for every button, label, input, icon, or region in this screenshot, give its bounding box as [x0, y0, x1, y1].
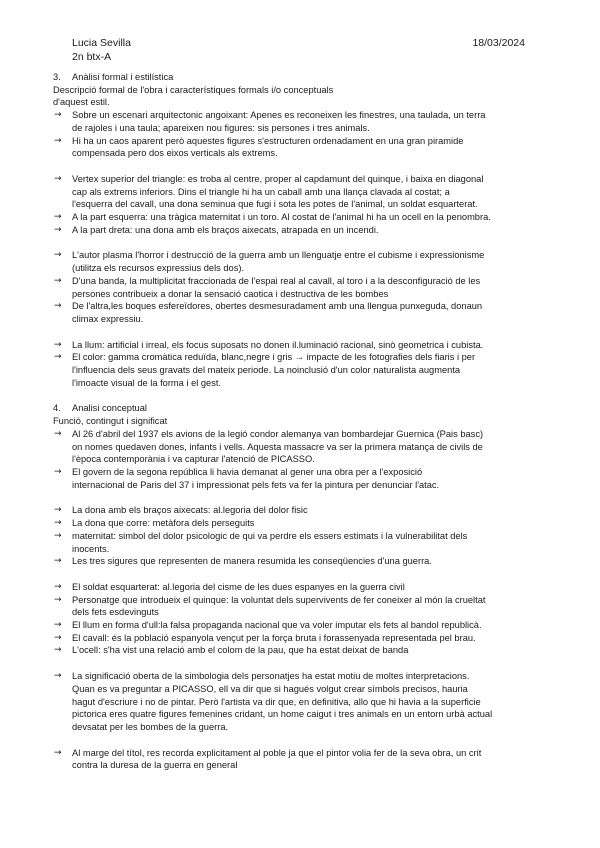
section-title [53, 402, 530, 415]
document-header [72, 36, 525, 64]
bullet-group [53, 249, 530, 325]
arrow-bullet-icon: → [54, 212, 62, 223]
bullet-text-line: Hi ha un caos aparent però aquestes figures s'estructuren ordenadament en una gran piramide [72, 135, 464, 146]
bullet-text-line: El govern de la segona república li havia demanat al gener una obra per a l'exposició [72, 466, 423, 477]
bullet-text-line: El cavall: és la població espanyola vençut per la força bruta i forassenyada representada pel brau. [72, 632, 476, 643]
bullet-item [53, 517, 530, 530]
arrow-bullet-icon: → [54, 620, 62, 631]
bullet-group [53, 428, 530, 492]
bullet-text-line: persones contribueix a donar la sensació caotica i destructiva de les bombes [72, 288, 389, 299]
arrow-bullet-icon: → [54, 594, 62, 605]
bullet-text-line: Sobre un escenari arquitectonic angoixant: Apenes es reconeixen les finestres, una taulada, un terra [72, 110, 486, 121]
bullet-text-line: El llum en forma d'ull:la falsa propaganda nacional que va voler imputar els fets al bandol republicà. [72, 620, 482, 631]
bullet-text-line: l'època contemporània i va capturar l'atenció de PICASSO. [72, 454, 315, 465]
bullet-group [53, 173, 530, 237]
arrow-bullet-icon: → [54, 428, 62, 439]
class-group: 2n btx-A [72, 51, 112, 63]
bullet-group [53, 504, 530, 568]
bullet-item [53, 224, 530, 237]
bullet-item [53, 466, 530, 491]
document-body [53, 71, 530, 772]
bullet-text-line: devsatat per les bombes de la guerra. [72, 721, 229, 732]
arrow-bullet-icon: → [54, 250, 62, 261]
section-number: 4. [53, 403, 61, 414]
section-subtitle-line: Funció, contingut i significat [53, 416, 168, 427]
section-subtitle-line: Descripció formal de l'obra i característiques formals i/o conceptuals [53, 84, 334, 95]
bullet-item [53, 211, 530, 224]
bullet-item [53, 747, 530, 772]
arrow-bullet-icon: → [54, 110, 62, 121]
bullet-text-line: El soldat esquarterat: al.legoria del cisme de les dues espanyes en la guerra civil [72, 581, 405, 592]
bullet-item [53, 644, 530, 657]
bullet-group [53, 747, 530, 772]
bullet-item [53, 581, 530, 594]
arrow-bullet-icon: → [54, 556, 62, 567]
bullet-text-line: l'influencia dels seus gravats del mateix periode. La noinclusió d'un color naturalista augmenta [72, 365, 461, 376]
bullet-group [53, 581, 530, 657]
bullet-text-line: Vertex superior del triangle: es troba al centre, proper al capdamunt del quinque, i baixa en diagonal [72, 173, 484, 184]
arrow-bullet-icon: → [54, 224, 62, 235]
bullet-text-line: L'ocell: s'ha vist una relació amb el colom de la pau, que ha estat deixat de banda [72, 645, 409, 656]
bullet-text-line: L'autor plasma l'horror i destrucció de la guerra amb un llenguatje entre el cubisme i expressionisme [72, 250, 485, 261]
bullet-text-line: Quan es va preguntar a PICASSO, ell va dir que si hagués volgut crear símbols precisos, hauria [72, 683, 468, 694]
bullet-item [53, 632, 530, 645]
bullet-text-line: La dona amb els braços aixecats: al.legoria del dolor fisic [72, 505, 308, 516]
arrow-bullet-icon: → [54, 352, 62, 363]
bullet-item [53, 428, 530, 466]
arrow-bullet-icon: → [54, 505, 62, 516]
bullet-text-line: internacional de Paris del 37 i impressionat pels fets va fer la pintura per denunciar l'atac. [72, 479, 440, 490]
bullet-text-line: Les tres sigures que representen de manera resumida les conseqüencies d'una guerra. [72, 556, 432, 567]
student-name: Lucia Sevilla [72, 37, 131, 49]
bullet-text-line: El color: gamma cromàtica reduïda, blanc,negre i gris → impacte de les fotografies dels fiaris i per [72, 352, 476, 363]
arrow-bullet-icon: → [54, 173, 62, 184]
arrow-bullet-icon: → [54, 301, 62, 312]
arrow-bullet-icon: → [54, 632, 62, 643]
arrow-bullet-icon: → [54, 135, 62, 146]
bullet-text-line: A la part esquerra: una tràgica maternitat i un toro. Al costat de l'animal hi ha un ocell en la penombra. [72, 212, 491, 223]
bullet-text-line: de rajoles i una taula; apareixen nou figures: sis persones i tres animals. [72, 122, 370, 133]
bullet-text-line: inocents. [72, 543, 110, 554]
bullet-text-line: dels fets esdevinguts [72, 607, 159, 618]
arrow-bullet-icon: → [54, 671, 62, 682]
arrow-bullet-icon: → [54, 747, 62, 758]
bullet-text-line: De l'altra,les boques esfereïdores, obertes desmesuradament amb una llengua punxeguda, donaun [72, 301, 483, 312]
bullet-text-line: Al 26 d'abril del 1937 els avions de la legió condor alemanya van bombardejar Guernica (Pais basc) [72, 428, 484, 439]
bullet-item [53, 275, 530, 300]
section-subtitle-line: d'aquest estil. [53, 97, 110, 108]
bullet-text-line: compensada pero dos eixos verticals als extrems. [72, 148, 278, 159]
bullet-group [53, 339, 530, 390]
bullet-text-line: La significació oberta de la simbologia dels personatjes ha estat motiu de moltes interpretacions. [72, 671, 470, 682]
arrow-bullet-icon: → [54, 339, 62, 350]
bullet-item [53, 351, 530, 389]
bullet-text-line: D'una banda, la multiplicitat fraccionada de l'espai real al cavall, al toro i a la desconfiguració de les [72, 275, 481, 286]
bullet-item [53, 670, 530, 734]
bullet-text-line: l'imoacte visual de la forma i el gest. [72, 377, 222, 388]
bullet-item [53, 109, 530, 134]
arrow-bullet-icon: → [54, 466, 62, 477]
bullet-text-line: hagut d'escriure i no de pintar. Però l'artista va dir que, en definitiva, allo que hi havia a la superficie [72, 696, 481, 707]
bullet-item [53, 530, 530, 555]
arrow-bullet-icon: → [54, 530, 62, 541]
bullet-text-line: cap als extrems inferiors. Dins el triangle hi ha un caball amb una llança clavada al costat; a [72, 186, 450, 197]
section-conceptual-analysis [53, 402, 530, 772]
bullet-item [53, 135, 530, 160]
section-formal-analysis [53, 71, 530, 389]
bullet-item [53, 594, 530, 619]
arrow-bullet-icon: → [54, 275, 62, 286]
section-heading: Analisi conceptual [72, 403, 147, 414]
bullet-group [53, 670, 530, 734]
bullet-item [53, 249, 530, 274]
bullet-text-line: on nomes quedaven dones, infants i vells. Aquesta massacre va ser la primera matança de civils de [72, 441, 483, 452]
bullet-text-line: l'esquerra del cavall, una dona seminua que fugi i sota les potes de l'animal, un soldat esquarterat. [72, 199, 478, 210]
bullet-item [53, 300, 530, 325]
bullet-text-line: maternitat: simbol del dolor psicologic de qui va perdre els essers estimats i la vulnerabilitat dels [72, 530, 468, 541]
document-date: 18/03/2024 [472, 37, 525, 49]
bullet-item [53, 173, 530, 211]
bullet-text-line: contra la duresa de la guerra en general [72, 760, 238, 771]
section-heading: Anàlisi formal i estilística [72, 72, 174, 82]
arrow-bullet-icon: → [54, 581, 62, 592]
section-title [53, 71, 530, 84]
bullet-item [53, 555, 530, 568]
bullet-item [53, 339, 530, 352]
bullet-text-line: climax expressiu. [72, 313, 144, 324]
bullet-item [53, 619, 530, 632]
arrow-bullet-icon: → [54, 518, 62, 529]
bullet-text-line: pictorica eres quatre figures femenines cridant, un home caigut i tres animals en un entorn urbà actual [72, 709, 493, 720]
bullet-text-line: Al marge del títol, res recorda explicitament al poble ja que el pintor volia fer de la seva obra, un crit [72, 747, 482, 758]
bullet-text-line: A la part dreta: una dona amb els braços aixecats, atrapada en un incendi. [72, 224, 379, 235]
arrow-bullet-icon: → [54, 645, 62, 656]
bullet-text-line: (utilitza els recursos expressius dels dos). [72, 263, 245, 274]
bullet-group [53, 109, 530, 160]
bullet-text-line: La dona que corre: metàfora dels perseguits [72, 518, 255, 529]
bullet-text-line: La llum: artificial i irreal, els focus suposats no donen il.luminació racional, sinò geometrica i cubista. [72, 339, 484, 350]
section-number: 3. [53, 72, 61, 82]
bullet-text-line: Personatge que introdueix el quinque: la voluntat dels supervivents de fer coneixer al món la crueltat [72, 594, 486, 605]
bullet-item [53, 504, 530, 517]
